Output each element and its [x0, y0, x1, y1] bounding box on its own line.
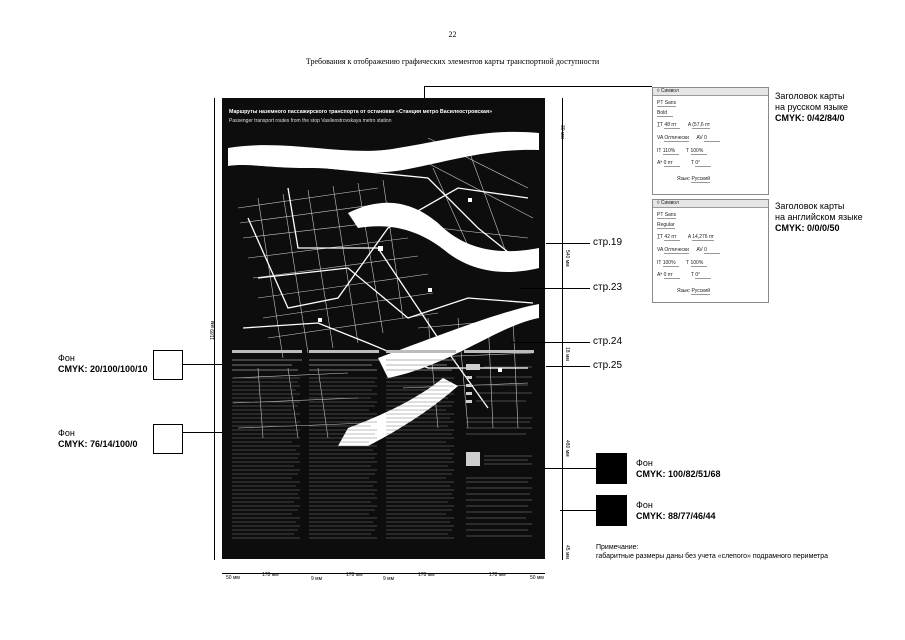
panel-en-hscale[interactable]: 100% — [691, 260, 707, 267]
skew-icon: T — [690, 272, 694, 278]
panel-ru-scale-row — [657, 148, 707, 155]
poster-title-ru: Маршруты наземного пассажирского транспорта от остановки «Станция метро Василеостровская» — [229, 109, 493, 115]
panel-en-baseline[interactable]: 0 пт — [664, 272, 680, 279]
ref-page-24: стр.24 — [593, 336, 623, 347]
panel-en-scale-row — [657, 260, 707, 267]
bg4-swatch — [596, 495, 627, 526]
en-title-l2: на английском языке — [775, 212, 863, 222]
panel-ru-size[interactable]: 48 пт — [664, 122, 680, 129]
panel-ru-size-row — [657, 122, 710, 129]
dim-right-margin: 50 мм — [530, 575, 544, 581]
kerning-icon: VA — [657, 247, 664, 253]
note — [596, 543, 828, 561]
panel-ru-kerning-row — [657, 135, 720, 142]
dim-col3: 178 мм — [418, 572, 435, 578]
leader-p19 — [546, 243, 590, 244]
kerning-icon: VA — [657, 135, 664, 141]
skew-icon: T — [690, 160, 694, 166]
ref-page-23: стр.23 — [593, 282, 623, 293]
panel-en-kerning-row — [657, 247, 720, 254]
bg4-word: Фон — [636, 500, 653, 510]
bg2-cmyk: CMYK: 76/14/100/0 — [58, 439, 138, 449]
bg1-cmyk: CMYK: 20/100/100/10 — [58, 364, 148, 374]
panel-ru-vscale[interactable]: 110% — [663, 148, 679, 155]
baseline-icon: Aª — [657, 272, 663, 278]
panel-ru-hscale[interactable]: 100% — [691, 148, 707, 155]
panel-en-baseline-row — [657, 272, 711, 279]
bg3-swatch — [596, 453, 627, 484]
leader-bg4 — [560, 510, 596, 511]
page-title: Требования к отображению графических элементов карты транспортной доступности — [305, 57, 600, 66]
panel-ru-lang-label: Язык: — [677, 176, 691, 182]
panel-ru-kerning[interactable]: Оптически — [664, 135, 689, 141]
dim-col1: 178 мм — [262, 572, 279, 578]
poster-title-en: Passenger transport routes from the stop Vasileostrovskaya metro station — [229, 118, 392, 124]
panel-en-leading[interactable]: 14,276 пт — [692, 234, 714, 240]
panel-ru-title: ◊ Символ — [657, 88, 679, 94]
size-icon: T̲T — [657, 122, 664, 128]
leader-bg3 — [545, 468, 596, 469]
bg2-label — [58, 428, 138, 450]
panel-en-lang-label: Язык: — [677, 288, 691, 294]
dim-total-height: 1189 мм — [210, 320, 216, 340]
right-dimension-rule — [562, 98, 563, 560]
panel-ru-leading[interactable]: (57,6 пт — [692, 122, 711, 128]
dim-map-height: 540 мм — [564, 250, 570, 267]
panel-ru-font-row — [657, 100, 676, 107]
bg1-word: Фон — [58, 353, 75, 363]
panel-ru-font[interactable]: PT Sans — [657, 100, 677, 106]
hscale-icon: T — [686, 148, 690, 154]
panel-ru-baseline[interactable]: 0 пт — [664, 160, 680, 167]
vscale-icon: IT — [657, 148, 662, 154]
panel-en-font-row — [657, 212, 676, 219]
character-panel-ru — [652, 87, 769, 195]
route-info-table — [232, 348, 537, 548]
bg1-label — [58, 353, 148, 375]
panel-en-tracking[interactable]: 0 — [704, 247, 720, 254]
leader-bg1 — [182, 364, 222, 365]
dim-bottom-block: 480 мм — [564, 440, 570, 457]
bg4-label — [636, 500, 716, 522]
dim-gap: 18 мм — [564, 347, 570, 361]
panel-en-font[interactable]: PT Sans — [657, 212, 677, 218]
bg4-cmyk: CMYK: 88/77/46/44 — [636, 511, 716, 521]
panel-en-vscale[interactable]: 100% — [663, 260, 679, 267]
note-title: Примечание: — [596, 544, 639, 551]
en-title-l1: Заголовок карты — [775, 201, 845, 211]
panel-en-lang[interactable]: Русский — [691, 288, 711, 294]
bg3-cmyk: CMYK: 100/82/51/68 — [636, 469, 721, 479]
leader-p24 — [510, 342, 590, 343]
dim-gutter1: 9 мм — [311, 576, 323, 582]
bg3-label — [636, 458, 721, 480]
tracking-icon: AV — [696, 247, 703, 253]
ref-page-25: стр.25 — [593, 360, 623, 371]
leading-icon: A — [687, 122, 691, 128]
leader-p23 — [520, 288, 590, 289]
route-columns — [232, 348, 537, 548]
bg1-swatch — [153, 350, 183, 380]
leading-icon: A — [687, 234, 691, 240]
panel-ru-baseline-row — [657, 160, 711, 167]
note-text: габаритные размеры даны без учета «слепого» подрамного периметра — [596, 553, 829, 560]
dim-col4: 178 мм — [489, 572, 506, 578]
panel-en-title: ◊ Символ — [657, 200, 679, 206]
hscale-icon: T — [686, 260, 690, 266]
panel-en-size[interactable]: 42 пт — [664, 234, 680, 241]
vscale-icon: IT — [657, 260, 662, 266]
bg2-swatch — [153, 424, 183, 454]
page-number: 22 — [448, 30, 457, 39]
leader-bg2 — [182, 432, 222, 433]
en-title-label — [775, 201, 863, 234]
leader-ru-title-h — [424, 86, 652, 87]
panel-en-style-row — [657, 222, 675, 229]
dim-bottom-margin: 45 мм — [564, 545, 570, 559]
dim-top: 30 мм — [559, 125, 565, 139]
panel-ru-style-row — [657, 110, 673, 117]
en-title-cmyk: CMYK: 0/0/0/50 — [775, 223, 840, 233]
panel-en-kerning[interactable]: Оптически — [664, 247, 689, 253]
bg2-word: Фон — [58, 428, 75, 438]
size-icon: T̲T — [657, 234, 664, 240]
leader-p25 — [546, 366, 590, 367]
transport-map-poster — [222, 98, 545, 559]
character-panel-en — [652, 199, 769, 303]
ru-title-label — [775, 91, 848, 124]
dim-left-margin: 50 мм — [226, 575, 240, 581]
panel-ru-lang[interactable]: Русский — [691, 176, 711, 182]
ru-title-l1: Заголовок карты — [775, 91, 845, 101]
panel-ru-style[interactable]: Bold — [657, 110, 673, 117]
ru-title-l2: на русском языке — [775, 102, 849, 112]
leader-ru-title-v — [424, 86, 425, 99]
dim-gutter2: 9 мм — [383, 576, 395, 582]
panel-en-size-row — [657, 234, 714, 241]
ru-title-cmyk: CMYK: 0/42/84/0 — [775, 113, 845, 123]
panel-ru-skew[interactable]: 0° — [695, 160, 711, 167]
panel-ru-tracking[interactable]: 0 — [704, 135, 720, 142]
bg3-word: Фон — [636, 458, 653, 468]
panel-en-style[interactable]: Regular — [657, 222, 675, 228]
baseline-icon: Aª — [657, 160, 663, 166]
ref-page-19: стр.19 — [593, 237, 623, 248]
panel-ru-lang-row — [677, 176, 710, 183]
dim-col2: 178 мм — [346, 572, 363, 578]
panel-en-lang-row — [677, 288, 710, 295]
tracking-icon: AV — [696, 135, 703, 141]
panel-en-skew[interactable]: 0° — [695, 272, 711, 279]
